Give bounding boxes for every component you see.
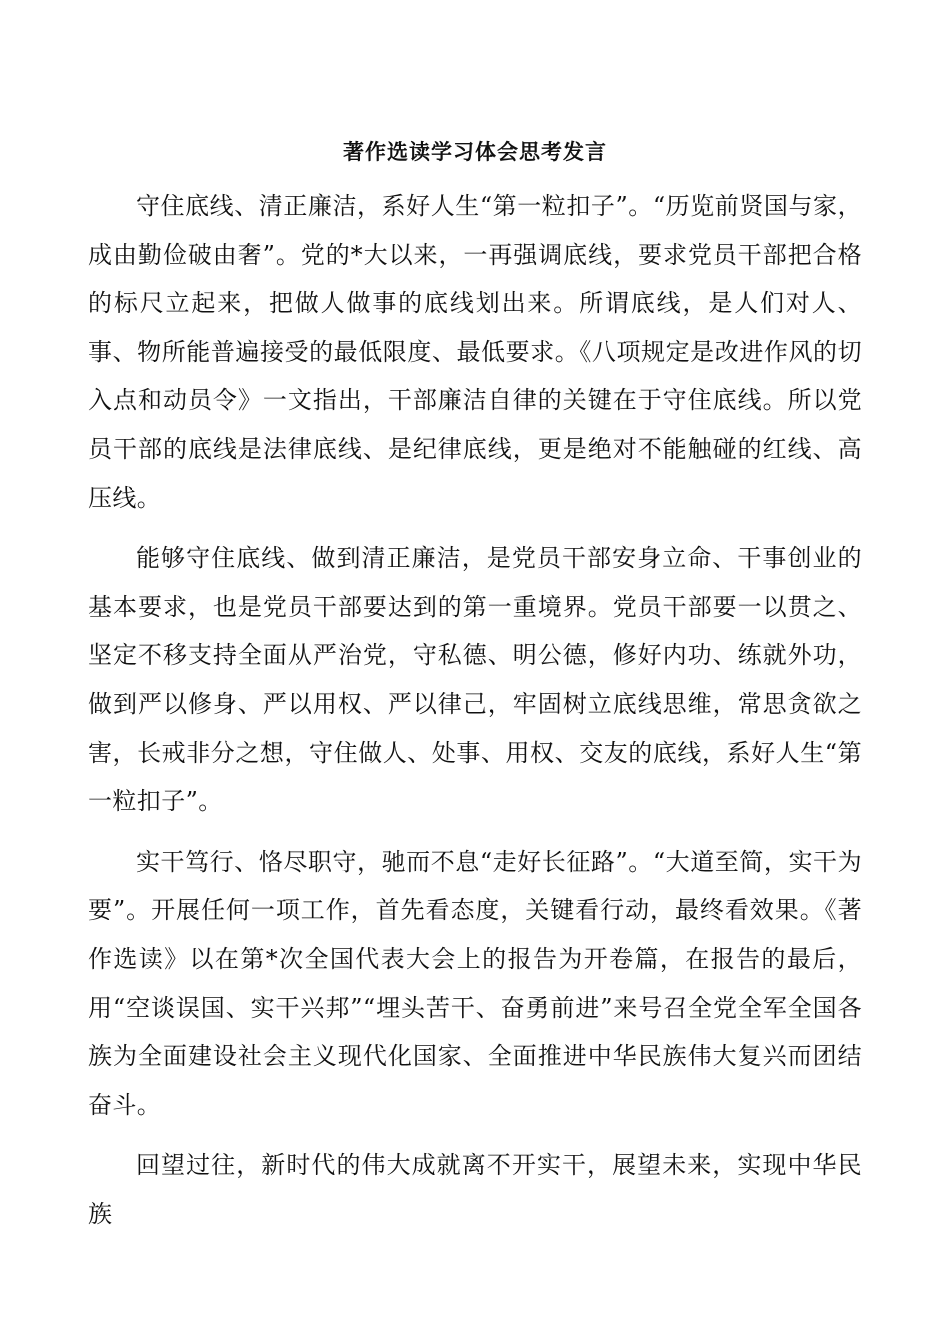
document-page	[88, 136, 862, 1250]
paragraph-2: 能够守住底线、做到清正廉洁，是党员干部安身立命、干事创业的基本要求，也是党员干部要达到的第一重境界。党员干部要一以贯之、坚定不移支持全面从严治党，守私德、明公德，修好内功、练就外功，做到严以修身、严以用权、严以律己，牢固树立底线思维，常思贪欲之害，长戒非分之想，守住做人、处事、用权、交友的底线，系好人生“第一粒扣子”。	[88, 544, 862, 816]
paragraph-3: 实干笃行、恪尽职守，驰而不息“走好长征路”。“大道至简，实干为要”。开展任何一项工作，首先看态度，关键看行动，最终看效果。《著作选读》以在第*次全国代表大会上的报告为开卷篇，在报告的最后，用“空谈误国、实干兴邦”“埋头苦干、奋勇前进”来号召全党全军全国各族为全面建设社会主义现代化国家、全面推进中华民族伟大复兴而团结奋斗。	[88, 847, 862, 1119]
paragraph-1: 守住底线、清正廉洁，系好人生“第一粒扣子”。“历览前贤国与家，成由勤俭破由奢”。党的*大以来，一再强调底线，要求党员干部把合格的标尺立起来，把做人做事的底线划出来。所谓底线，是人们对人、事、物所能普遍接受的最低限度、最低要求。《八项规定是改进作风的切入点和动员令》一文指出，干部廉洁自律的关键在于守住底线。所以党员干部的底线是法律底线、是纪律底线，更是绝对不能触碰的红线、高压线。	[88, 192, 862, 512]
paragraph-4: 回望过往，新时代的伟大成就离不开实干，展望未来，实现中华民族	[88, 1151, 862, 1228]
document-title: 著作选读学习体会思考发言	[343, 139, 607, 164]
